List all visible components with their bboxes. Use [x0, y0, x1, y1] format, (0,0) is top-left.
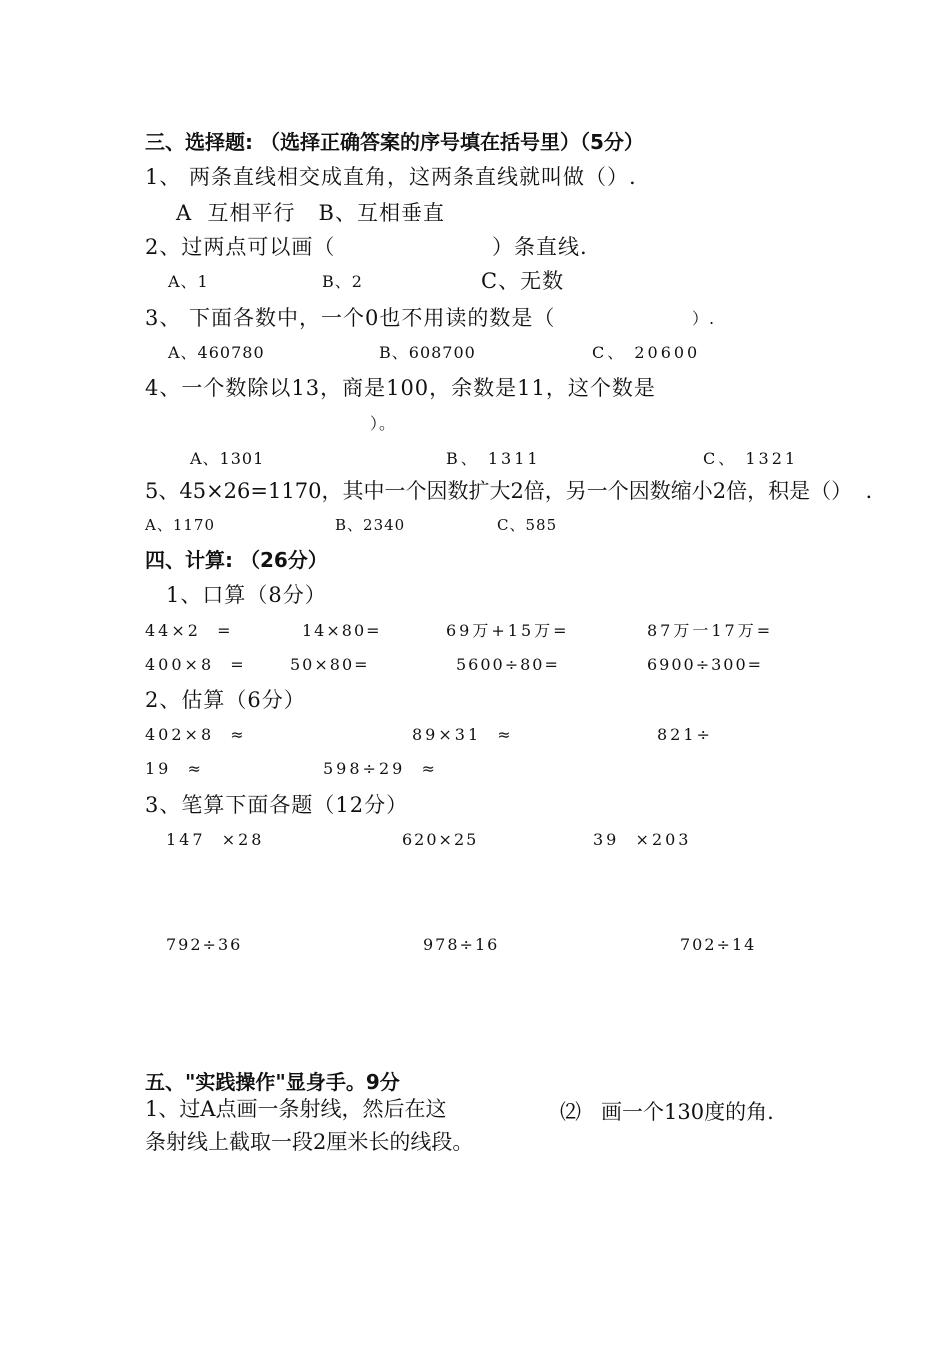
estimate-heading: 2、估算（6分）	[145, 688, 306, 712]
question-1: 1、 两条直线相交成直角，这两条直线就叫做（）.	[145, 165, 637, 189]
written-calc-item: 702÷14	[680, 935, 757, 954]
estimate-item: 19 ≈	[145, 759, 204, 778]
question-5-option-a: A、1170	[145, 516, 216, 534]
written-calc-item: 147 ×28	[166, 830, 265, 849]
oral-calc-heading: 1、口算（8分）	[166, 583, 327, 607]
written-calc-item: 39 ×203	[593, 830, 692, 849]
question-4-option-b: B、 1311	[446, 449, 541, 468]
section4-title: 四、计算: （26分）	[145, 548, 328, 572]
question-3-option-b: B、608700	[379, 343, 476, 362]
oral-calc-item: 87万一17万=	[647, 621, 774, 640]
question-2-option-a: A、1	[168, 272, 209, 291]
estimate-item: 598÷29 ≈	[323, 759, 438, 778]
question-1-options: A 互相平行 B、互相垂直	[176, 201, 445, 225]
practice-question-1-line2: 条射线上截取一段2厘米长的线段。	[145, 1130, 474, 1154]
question-4-start: 4、一个数除以13，商是100，余数是11，这个数是	[145, 376, 656, 400]
written-calc-item: 620×25	[402, 830, 479, 849]
oral-calc-item: 5600÷80=	[456, 655, 560, 674]
oral-calc-item: 69万+15万=	[446, 621, 570, 640]
question-2-option-b: B、2	[322, 272, 363, 291]
written-calc-item: 792÷36	[166, 935, 243, 954]
question-3-option-c: C、 20600	[592, 343, 701, 362]
oral-calc-item: 400×8 =	[145, 655, 247, 674]
oral-calc-item: 50×80=	[290, 655, 370, 674]
written-calc-heading: 3、笔算下面各题（12分）	[145, 793, 409, 817]
question-3-start: 3、 下面各数中，一个0也不用读的数是（	[145, 306, 556, 330]
question-5-option-c: C、585	[497, 516, 558, 534]
practice-question-1-line1: 1、过A点画一条射线，然后在这	[145, 1097, 447, 1121]
question-4-option-a: A、1301	[190, 449, 265, 468]
question-5: 5、45×26=1170，其中一个因数扩大2倍，另一个因数缩小2倍，积是（） .	[145, 479, 873, 503]
question-2-end: ）条直线.	[492, 235, 588, 259]
question-2-start: 2、过两点可以画（	[145, 235, 336, 259]
question-3-option-a: A、460780	[168, 343, 265, 362]
question-5-option-b: B、2340	[335, 516, 406, 534]
oral-calc-item: 44×2 =	[145, 621, 234, 640]
estimate-item: 89×31 ≈	[412, 725, 514, 744]
question-3-end: ）.	[692, 309, 716, 328]
oral-calc-item: 14×80=	[302, 621, 382, 640]
question-4-option-c: C、 1321	[703, 449, 799, 468]
section5-title: 五、"实践操作"显身手。9分	[145, 1070, 400, 1094]
written-calc-item: 978÷16	[423, 935, 500, 954]
estimate-item: 821÷	[657, 725, 713, 744]
question-2-option-c: C、无数	[481, 269, 565, 293]
estimate-item: 402×8 ≈	[145, 725, 247, 744]
section3-title: 三、选择题: （选择正确答案的序号填在括号里）（5分）	[145, 130, 644, 154]
oral-calc-item: 6900÷300=	[647, 655, 764, 674]
question-4-end: ）。	[370, 414, 397, 433]
practice-question-2: ⑵ 画一个130度的角.	[560, 1100, 774, 1124]
